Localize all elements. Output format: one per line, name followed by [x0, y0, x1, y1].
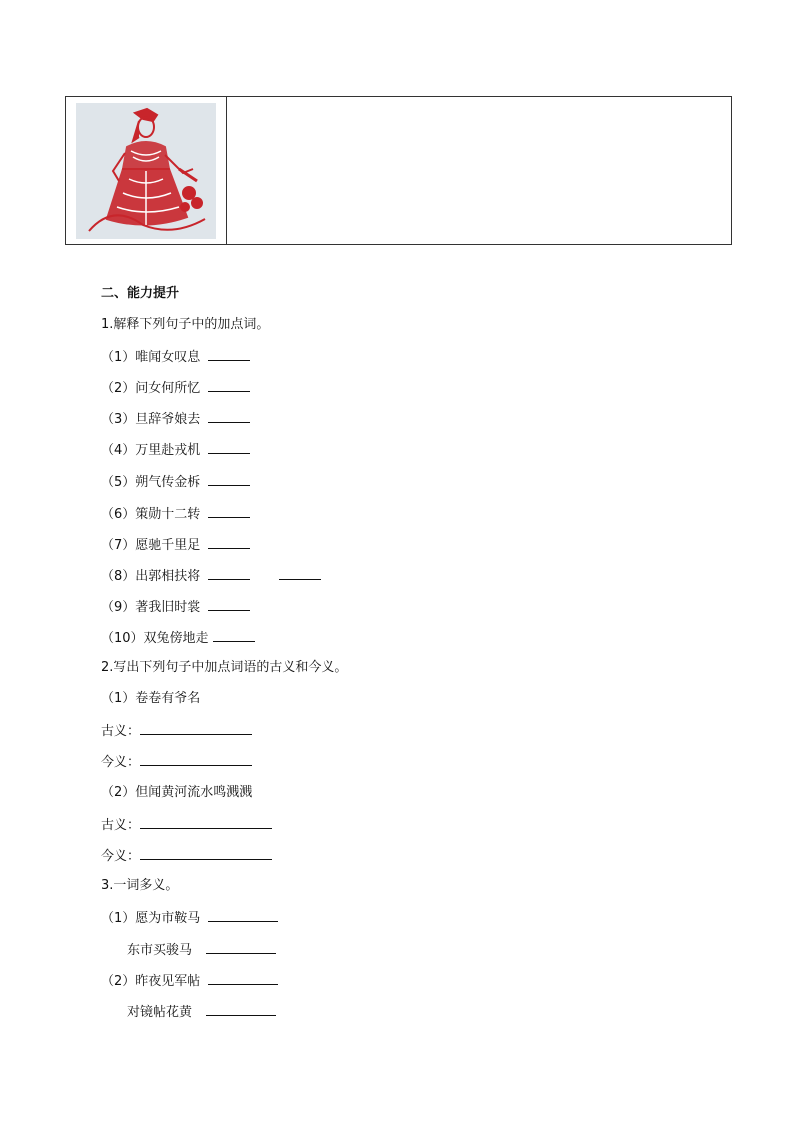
- answer-blank[interactable]: [208, 378, 250, 392]
- q3-item-2: [101, 971, 278, 991]
- item-text: 昨夜见军帖: [135, 974, 201, 989]
- item-text: 万里赴戎机: [135, 443, 201, 458]
- q3-prompt: 3.一词多义。: [101, 878, 179, 893]
- gu-label: 古义：: [101, 818, 141, 833]
- answer-blank[interactable]: [140, 721, 252, 735]
- q1-item-4: [101, 440, 250, 460]
- item-text: 策勋十二转: [135, 507, 201, 522]
- q1-item-8: [101, 566, 321, 586]
- answer-blank[interactable]: [208, 566, 250, 580]
- q2-item-2-gu: [101, 815, 272, 835]
- header-content-cell: [227, 97, 731, 244]
- item-text: 唯闻女叹息: [135, 350, 201, 365]
- answer-blank[interactable]: [140, 846, 272, 860]
- q1-item-1: [101, 347, 250, 367]
- item-number: （3）: [101, 412, 136, 427]
- q2-item-2-jin: [101, 846, 272, 866]
- answer-blank[interactable]: [208, 597, 250, 611]
- answer-blank[interactable]: [208, 409, 250, 423]
- item-number: （7）: [101, 538, 136, 553]
- item-text: 但闻黄河流水鸣溅溅: [135, 785, 253, 800]
- answer-blank[interactable]: [140, 752, 252, 766]
- item-number: （1）: [101, 911, 136, 926]
- q3-item-1: [101, 908, 278, 928]
- answer-blank-2[interactable]: [279, 566, 321, 580]
- item-number: （1）: [101, 691, 136, 706]
- gu-label: 古义：: [101, 724, 141, 739]
- q1-item-9: [101, 597, 250, 617]
- item-number: （1）: [101, 350, 136, 365]
- header-table: [65, 96, 732, 245]
- image-cell: [66, 97, 227, 244]
- papercut-figure-icon: [83, 107, 209, 235]
- q2-item-1-jin: [101, 752, 252, 772]
- answer-blank[interactable]: [208, 908, 278, 922]
- jin-label: 今义：: [101, 755, 141, 770]
- mulan-papercut-image: [76, 103, 216, 239]
- item-number: （10）: [101, 631, 144, 646]
- item-number: （8）: [101, 569, 136, 584]
- item-number: （2）: [101, 381, 136, 396]
- answer-blank[interactable]: [208, 535, 250, 549]
- q1-item-5: [101, 472, 250, 492]
- item-text: 著我旧时裳: [135, 600, 201, 615]
- answer-blank[interactable]: [206, 1002, 276, 1016]
- jin-label: 今义：: [101, 849, 141, 864]
- item-text: 东市买骏马: [127, 943, 193, 958]
- answer-blank[interactable]: [213, 628, 255, 642]
- q1-item-3: [101, 409, 250, 429]
- answer-blank[interactable]: [208, 504, 250, 518]
- item-text: 旦辞爷娘去: [135, 412, 201, 427]
- item-text: 双兔傍地走: [143, 631, 209, 646]
- q1-item-2: [101, 378, 250, 398]
- q2-item-1-gu: [101, 721, 252, 741]
- item-number: （2）: [101, 974, 136, 989]
- q1-prompt: 1.解释下列句子中的加点词。: [101, 317, 270, 332]
- q3-item-1b: [127, 940, 276, 960]
- item-text: 愿驰千里足: [135, 538, 201, 553]
- item-text: 出郭相扶将: [135, 569, 201, 584]
- section-title: 二、能力提升: [101, 286, 180, 301]
- q1-item-6: [101, 504, 250, 524]
- item-text: 朔气传金柝: [135, 475, 201, 490]
- item-number: （6）: [101, 507, 136, 522]
- q2-prompt: 2.写出下列句子中加点词语的古义和今义。: [101, 660, 348, 675]
- answer-blank[interactable]: [208, 971, 278, 985]
- item-number: （5）: [101, 475, 136, 490]
- item-number: （9）: [101, 600, 136, 615]
- answer-blank[interactable]: [140, 815, 272, 829]
- q2-item-1: [101, 690, 200, 708]
- item-text: 愿为市鞍马: [135, 911, 201, 926]
- answer-blank[interactable]: [208, 347, 250, 361]
- item-text: 对镜帖花黄: [127, 1005, 193, 1020]
- q2-item-2: [101, 784, 252, 802]
- q1-item-7: [101, 535, 250, 555]
- item-text: 卷卷有爷名: [135, 691, 201, 706]
- item-text: 问女何所忆: [135, 381, 201, 396]
- answer-blank[interactable]: [208, 440, 250, 454]
- answer-blank[interactable]: [206, 940, 276, 954]
- item-number: （2）: [101, 785, 136, 800]
- item-number: （4）: [101, 443, 136, 458]
- answer-blank[interactable]: [208, 472, 250, 486]
- q1-item-10: [101, 628, 255, 648]
- q3-item-2b: [127, 1002, 276, 1022]
